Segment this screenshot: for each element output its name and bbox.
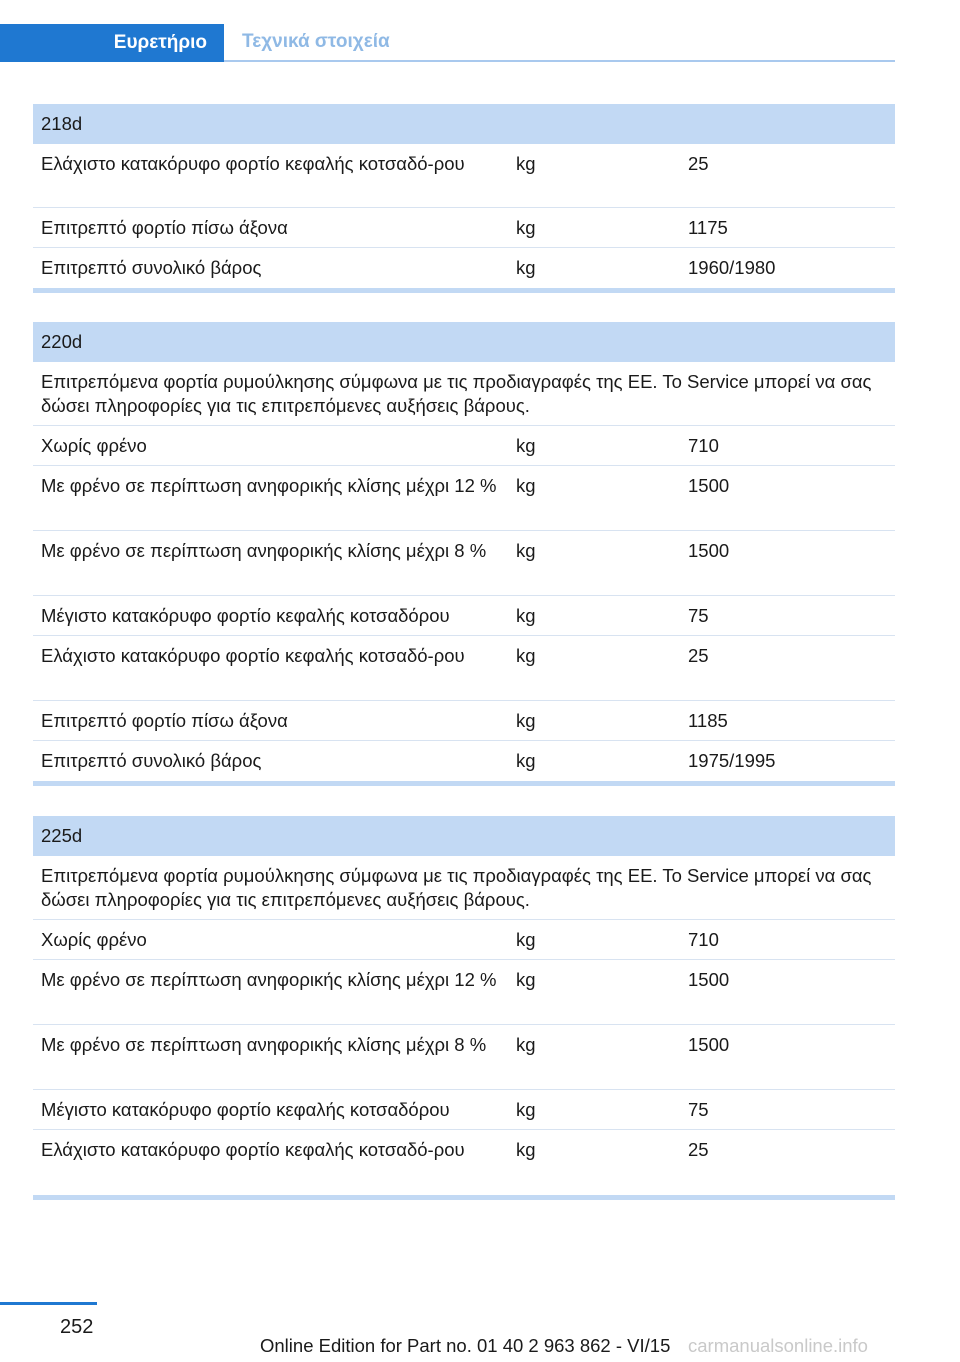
table-row [33,1130,895,1195]
table-title: 225d [33,816,895,856]
row-unit: kg [516,217,536,238]
row-unit: kg [516,1099,536,1120]
note-text: Επιτρεπόμενα φορτία ρυμούλκησης σύμφωνα με τις προδιαγραφές της ΕΕ. Το Service μπορεί να σας δώσει πληροφορίες για τις επιτρεπόμενες αυξήσεις βάρους. [41,865,872,910]
table-end-rule [33,288,895,293]
row-label: Επιτρεπτό συνολικό βάρος [41,257,262,278]
table-row [33,248,895,288]
header-underline [224,60,895,62]
row-unit: kg [516,969,536,990]
page-number: 252 [60,1316,94,1338]
row-label: Με φρένο σε περίπτωση ανηφορικής κλίσης μέχρι 12 % [41,475,497,496]
row-label: Με φρένο σε περίπτωση ανηφορικής κλίσης μέχρι 8 % [41,1034,487,1055]
table-row [33,741,895,781]
edition-text: Online Edition for Part no. 01 40 2 963 862 - VI/15 [260,1335,671,1356]
row-unit: kg [516,929,536,950]
row-value: 1500 [688,969,730,990]
table-end-rule [33,1195,895,1200]
table-row [33,596,895,636]
row-unit: kg [516,645,536,666]
table-row [33,144,895,208]
row-label: Μέγιστο κατακόρυφο φορτίο κεφαλής κοτσαδόρου [41,1099,450,1120]
table-end-rule [33,781,895,786]
row-label: Με φρένο σε περίπτωση ανηφορικής κλίσης μέχρι 8 % [41,540,487,561]
row-value: 25 [688,645,709,666]
table-row [33,531,895,596]
row-label: Χωρίς φρένο [41,929,147,950]
table-row [33,920,895,960]
row-value: 1975/1995 [688,750,776,771]
row-label: Με φρένο σε περίπτωση ανηφορικής κλίσης μέχρι 12 % [41,969,497,990]
row-unit: kg [516,540,536,561]
row-value: 75 [688,605,709,626]
spec-table-220d [33,322,895,786]
row-value: 1175 [688,217,728,238]
note-text: Επιτρεπόμενα φορτία ρυμούλκησης σύμφωνα με τις προδιαγραφές της ΕΕ. Το Service μπορεί να σας δώσει πληροφορίες για τις επιτρεπόμενες αυξήσεις βάρους. [41,371,872,416]
row-label: Χωρίς φρένο [41,435,147,456]
header-bar [0,24,895,62]
tab-technical-data[interactable]: Τεχνικά στοιχεία [242,31,390,52]
row-value: 710 [688,929,719,950]
row-unit: kg [516,1034,536,1055]
table-row [33,636,895,701]
row-value: 1960/1980 [688,257,776,278]
table-row [33,960,895,1025]
footer-rule [0,1302,97,1305]
row-label: Επιτρεπτό συνολικό βάρος [41,750,262,771]
row-unit: kg [516,153,536,174]
watermark: carmanualsonline.info [688,1335,868,1356]
row-label: Ελάχιστο κατακόρυφο φορτίο κεφαλής κοτσαδό‐ρου [41,645,465,666]
row-value: 1185 [688,710,728,731]
row-value: 25 [688,1139,709,1160]
row-value: 25 [688,153,709,174]
spec-table-225d [33,816,895,1200]
table-title: 218d [33,104,895,144]
row-unit: kg [516,750,536,771]
row-value: 710 [688,435,719,456]
row-value: 1500 [688,540,730,561]
table-row [33,208,895,248]
row-label: Ελάχιστο κατακόρυφο φορτίο κεφαλής κοτσαδό‐ρου [41,1139,465,1160]
spec-table-218d [33,104,895,293]
table-row [33,466,895,531]
row-unit: kg [516,435,536,456]
table-note [33,856,895,920]
table-row [33,426,895,466]
row-label: Μέγιστο κατακόρυφο φορτίο κεφαλής κοτσαδόρου [41,605,450,626]
row-unit: kg [516,1139,536,1160]
row-value: 1500 [688,1034,730,1055]
row-value: 1500 [688,475,730,496]
table-row [33,701,895,741]
table-row [33,1090,895,1130]
row-value: 75 [688,1099,709,1120]
row-label: Επιτρεπτό φορτίο πίσω άξονα [41,710,288,731]
row-label: Επιτρεπτό φορτίο πίσω άξονα [41,217,288,238]
table-note [33,362,895,426]
tab-index[interactable]: Ευρετήριο [0,24,224,62]
row-unit: kg [516,257,536,278]
row-unit: kg [516,475,536,496]
row-unit: kg [516,605,536,626]
row-unit: kg [516,710,536,731]
row-label: Ελάχιστο κατακόρυφο φορτίο κεφαλής κοτσαδό‐ρου [41,153,465,174]
table-row [33,1025,895,1090]
table-title: 220d [33,322,895,362]
